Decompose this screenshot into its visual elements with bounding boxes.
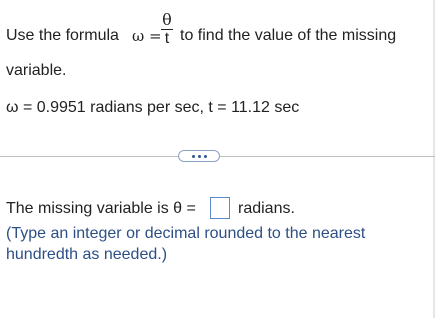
answer-prompt: The missing variable is θ = (6, 200, 196, 217)
hint-line-2: hundredth as needed.) (6, 246, 168, 263)
answer-input[interactable] (210, 197, 230, 219)
expand-button[interactable] (178, 150, 220, 162)
formula-fraction (160, 11, 174, 48)
problem-rest: to find the value of the missing (180, 27, 397, 44)
fraction-denominator: t (164, 30, 170, 47)
problem-intro: Use the formula (6, 27, 119, 44)
answer-unit: radians. (238, 200, 295, 217)
fraction-numerator: θ (162, 10, 172, 29)
ellipsis-icon (192, 155, 195, 158)
given-values: ω = 0.9951 radians per sec, t = 11.12 sec (6, 99, 300, 116)
problem-line2: variable. (6, 62, 67, 79)
omega-equals: ω = (132, 27, 162, 45)
ellipsis-icon (204, 155, 207, 158)
hint-line-1: (Type an integer or decimal rounded to the nearest (6, 225, 366, 242)
ellipsis-icon (198, 155, 201, 158)
